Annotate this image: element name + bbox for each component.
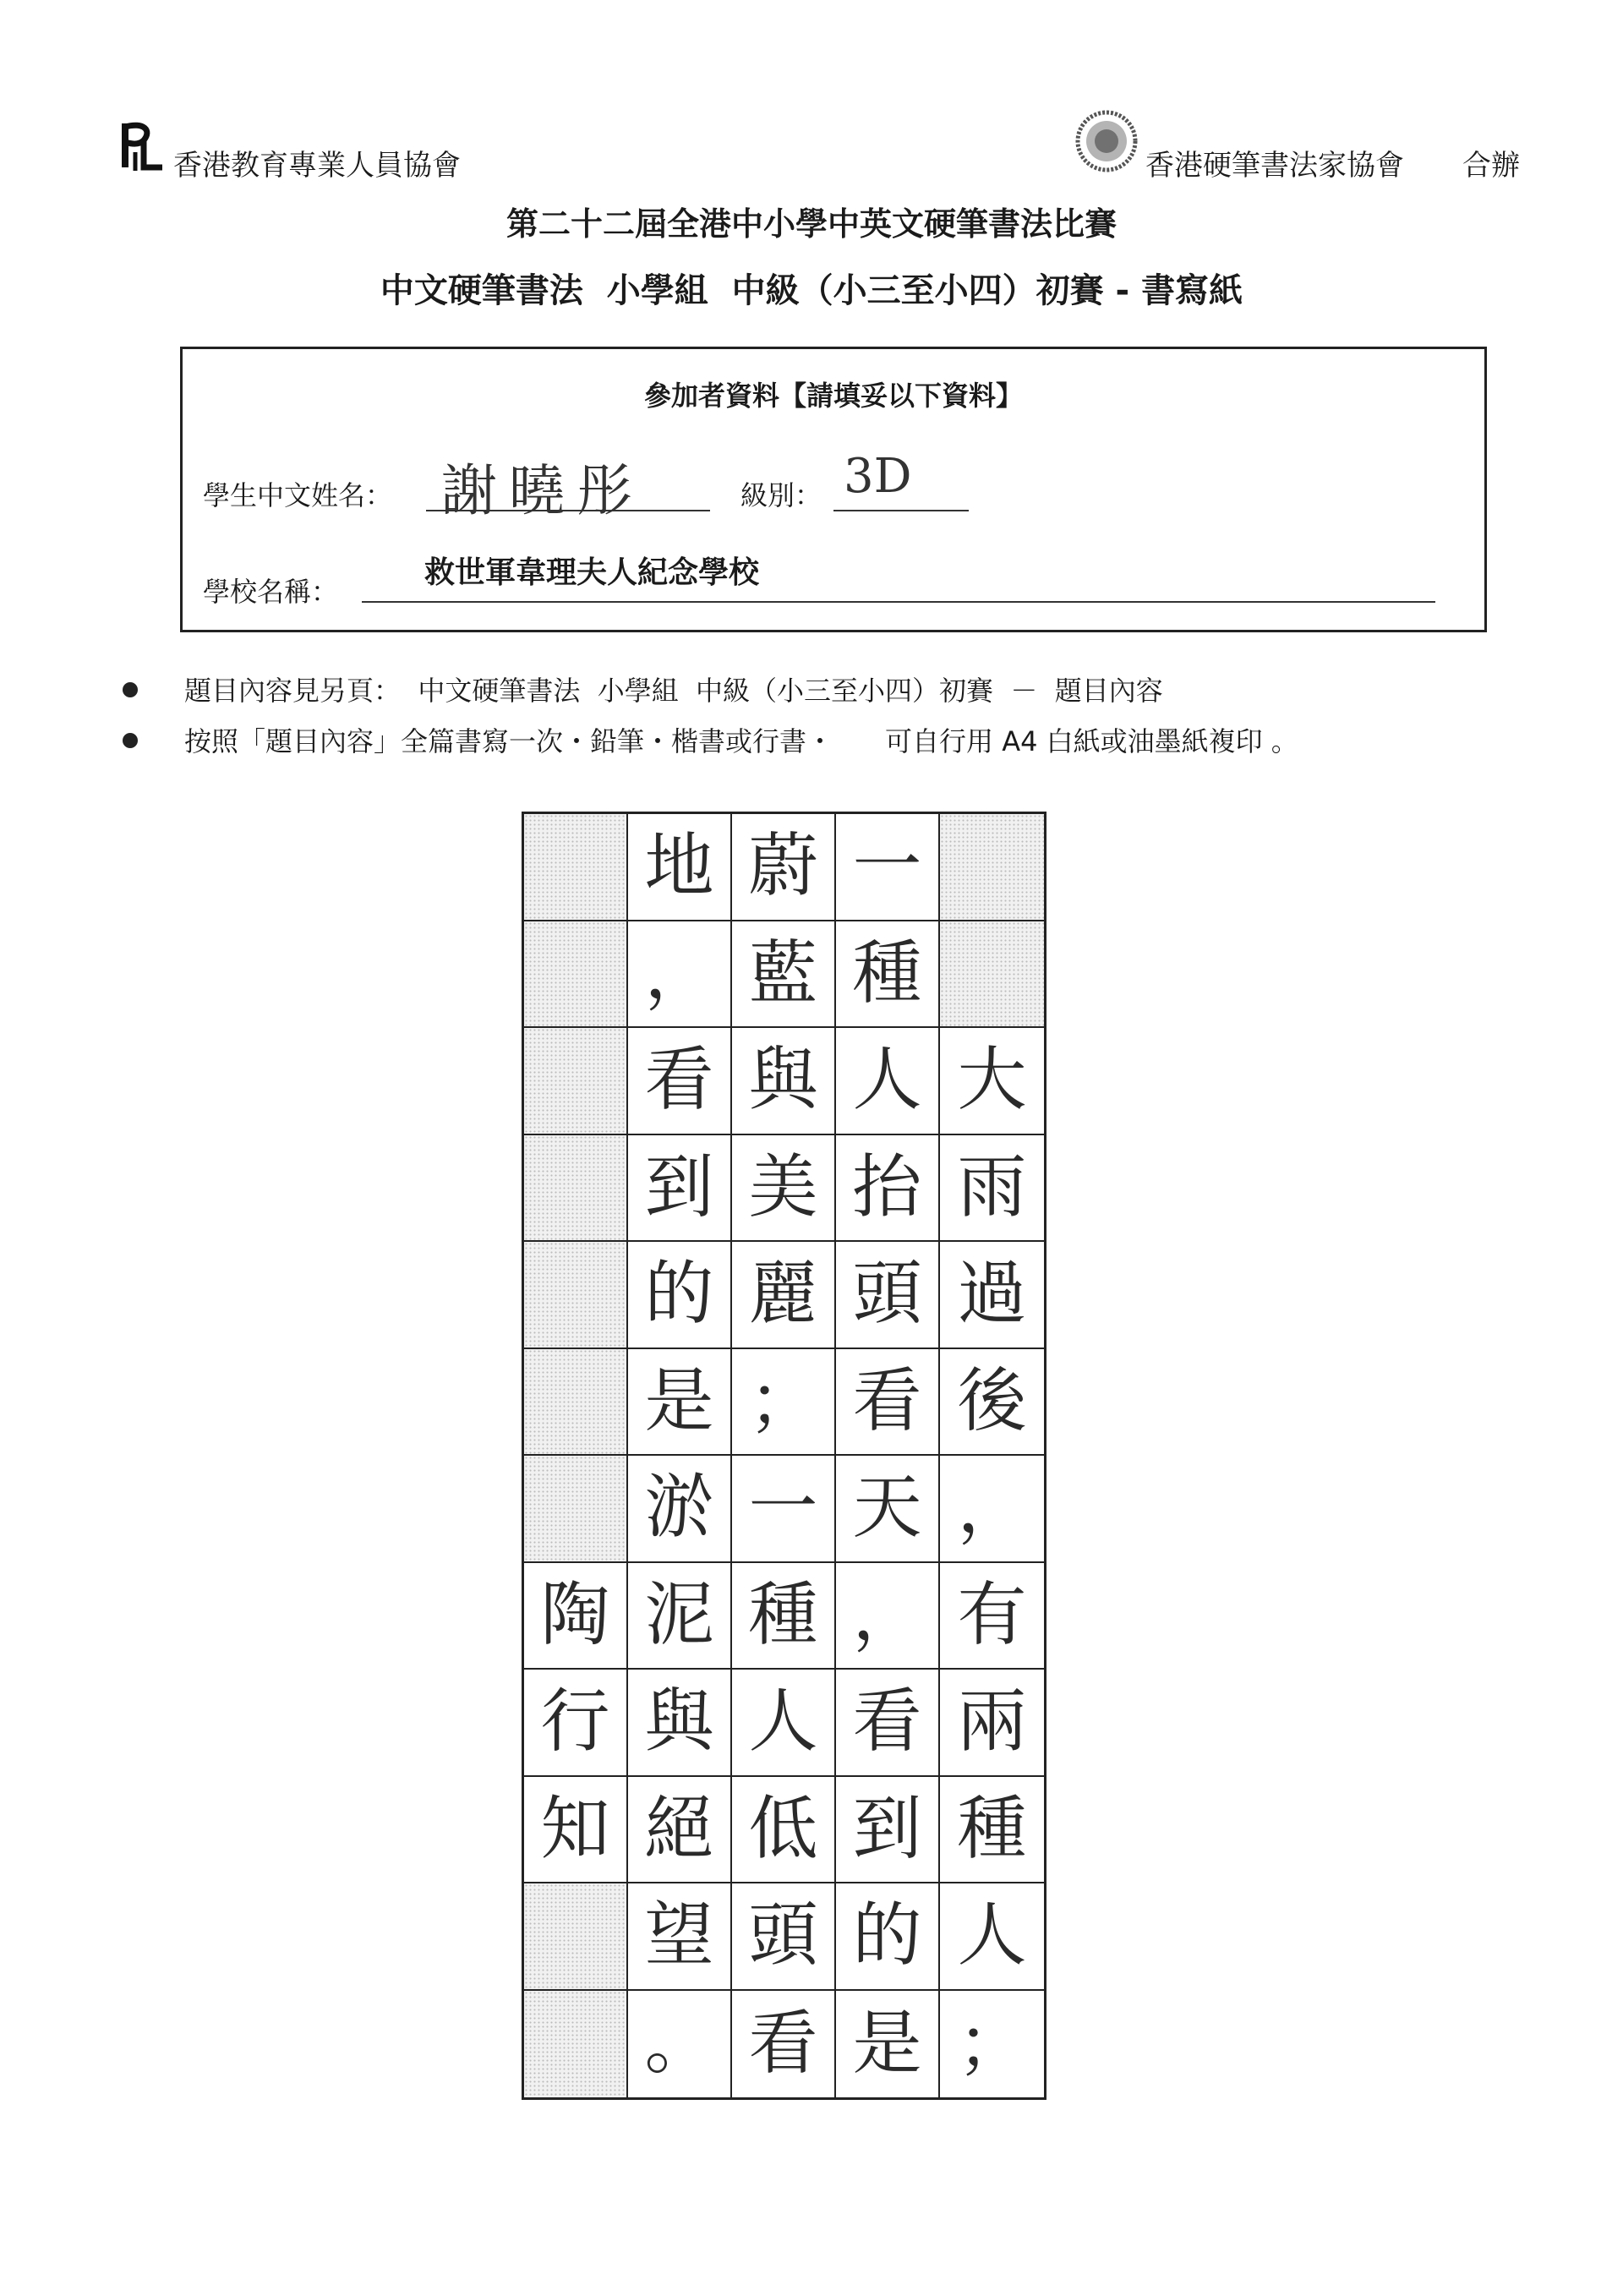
grid-cell: 種 <box>732 1563 836 1670</box>
grid-cell: 地 <box>628 814 732 921</box>
grid-cell: 藍 <box>732 921 836 1029</box>
grid-cell-blank <box>524 1991 628 2098</box>
grid-cell: 頭 <box>836 1242 940 1349</box>
name-field[interactable] <box>426 442 710 523</box>
grid-cell: 兩 <box>940 1670 1044 1777</box>
grid-cell: 人 <box>836 1028 940 1135</box>
grid-cell: 看 <box>628 1028 732 1135</box>
grid-cell: ， <box>940 1456 1044 1563</box>
grid-cell: 與 <box>732 1028 836 1135</box>
grid-cell: 是 <box>628 1349 732 1457</box>
grid-cell: 低 <box>732 1777 836 1884</box>
sheet-subtitle: 中文硬筆書法 小學組 中級（小三至小四）初賽 - 書寫紙 <box>380 271 1243 310</box>
grid-cell-blank <box>524 1883 628 1991</box>
grid-cell: 淤 <box>628 1456 732 1563</box>
joint-organize-label: 合辦 <box>1462 149 1520 183</box>
instruction-2: 按照「題目內容」全篇書寫一次・鉛筆・楷書或行書・ 可自行用 A4 白紙或油墨紙複印 。 <box>184 725 1298 757</box>
grid-cell-blank <box>524 1028 628 1135</box>
grid-cell: 望 <box>628 1883 732 1991</box>
grid-cell: 泥 <box>628 1563 732 1670</box>
grid-cell: 陶 <box>524 1563 628 1670</box>
grid-cell: 看 <box>836 1670 940 1777</box>
grid-cell-blank <box>524 1242 628 1349</box>
grid-cell: 人 <box>940 1883 1044 1991</box>
grid-cell: 的 <box>836 1883 940 1991</box>
grid-cell-blank <box>524 921 628 1029</box>
association-seal-icon <box>1074 108 1139 174</box>
grid-cell: 知 <box>524 1777 628 1884</box>
grid-cell: 蔚 <box>732 814 836 921</box>
name-label: 學生中文姓名： <box>203 479 393 511</box>
bullet-icon <box>123 682 138 697</box>
writing-grid <box>522 812 1046 2100</box>
grid-cell: 行 <box>524 1670 628 1777</box>
name-value: 謝曉彤 <box>441 458 644 523</box>
grid-cell: 抬 <box>836 1135 940 1243</box>
participant-info-box <box>180 347 1487 632</box>
grid-cell: 一 <box>732 1456 836 1563</box>
grid-cell-blank <box>940 921 1044 1029</box>
grid-cell: 到 <box>628 1135 732 1243</box>
grid-cell: 的 <box>628 1242 732 1349</box>
grid-cell: 大 <box>940 1028 1044 1135</box>
grid-cell: 頭 <box>732 1883 836 1991</box>
grid-cell: 麗 <box>732 1242 836 1349</box>
grid-cell: 後 <box>940 1349 1044 1457</box>
grid-cell: ； <box>732 1349 836 1457</box>
ptu-logo-icon <box>118 118 167 176</box>
grid-cell: 絕 <box>628 1777 732 1884</box>
grid-cell-blank <box>524 814 628 921</box>
grid-cell-blank <box>524 1456 628 1563</box>
instruction-1: 題目內容見另頁： 中文硬筆書法 小學組 中級（小三至小四）初賽 － 題目內容 <box>184 675 1163 707</box>
school-value: 救世軍韋理夫人紀念學校 <box>424 555 760 590</box>
grid-cell: 天 <box>836 1456 940 1563</box>
grid-cell: 與 <box>628 1670 732 1777</box>
grid-cell-blank <box>524 1349 628 1457</box>
grid-cell: 到 <box>836 1777 940 1884</box>
grid-cell: ， <box>628 921 732 1029</box>
class-label: 級別： <box>740 479 822 511</box>
grid-cell: 一 <box>836 814 940 921</box>
grid-cell: 雨 <box>940 1135 1044 1243</box>
grid-cell: ， <box>836 1563 940 1670</box>
grid-cell: 有 <box>940 1563 1044 1670</box>
grid-cell: 看 <box>732 1991 836 2098</box>
class-value: 3D <box>844 449 912 504</box>
grid-cell: 種 <box>836 921 940 1029</box>
grid-cell: 。 <box>628 1991 732 2098</box>
competition-title: 第二十二屆全港中小學中英文硬筆書法比賽 <box>505 205 1117 243</box>
grid-cell: 過 <box>940 1242 1044 1349</box>
grid-cell: 是 <box>836 1991 940 2098</box>
grid-cell: ； <box>957 2003 1027 2084</box>
school-label: 學校名稱： <box>203 576 339 608</box>
class-field[interactable] <box>833 442 969 511</box>
grid-cell: 看 <box>836 1349 940 1457</box>
grid-cell-blank <box>940 814 1044 921</box>
grid-cell: 美 <box>732 1135 836 1243</box>
info-header: 參加者資料【請填妥以下資料】 <box>643 380 1023 412</box>
grid-cell: 種 <box>940 1777 1044 1884</box>
organizer-right-name: 香港硬筆書法家協會 <box>1145 149 1404 183</box>
bullet-icon <box>123 733 138 748</box>
organizer-left-name: 香港教育專業人員協會 <box>173 149 461 183</box>
grid-cell-blank <box>524 1135 628 1243</box>
grid-cell: 人 <box>732 1670 836 1777</box>
school-field[interactable] <box>362 544 1435 603</box>
